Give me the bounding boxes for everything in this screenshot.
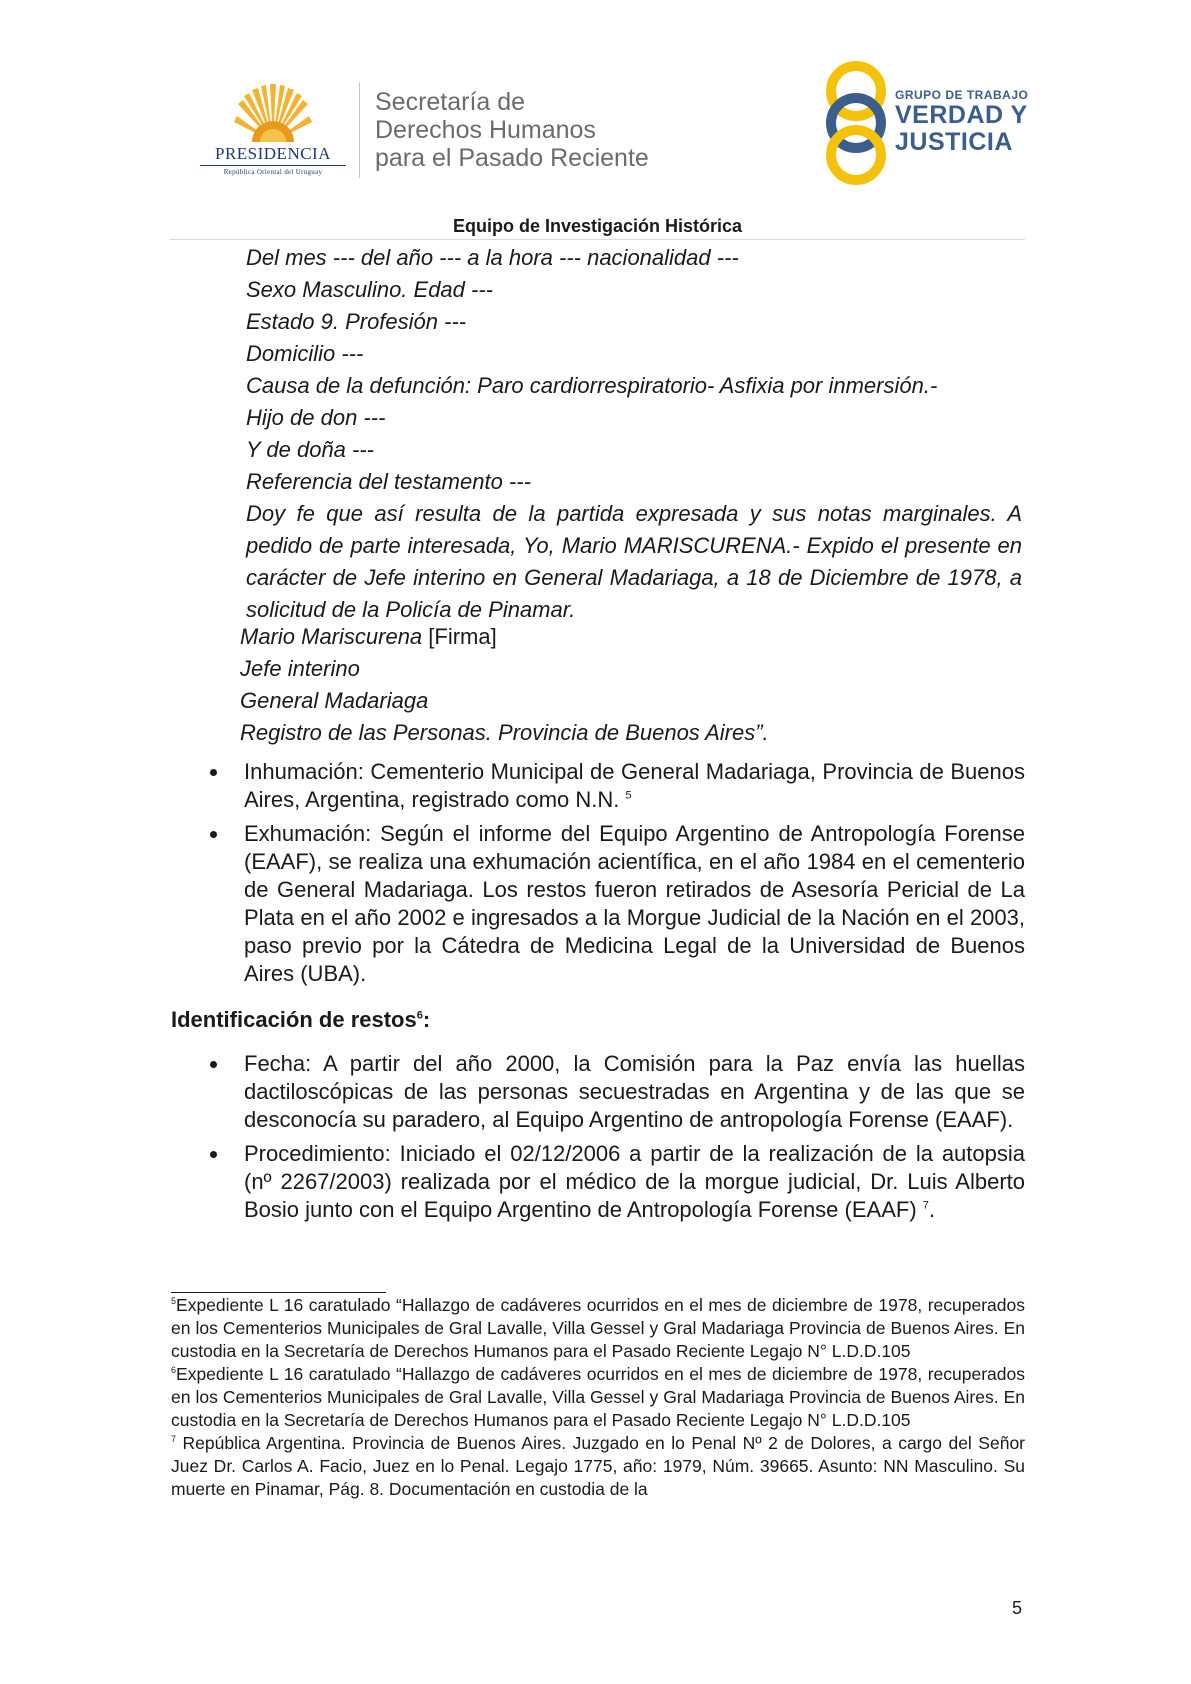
list-item-text: Fecha: A partir del año 2000, la Comisión para la Paz envía las huellas dactiloscópicas de las personas secuestradas en Argentina y de las que se desconocía su paradero, al Equipo Argentino de antropología Forense (EAAF).	[244, 1051, 1025, 1132]
quote-paragraph: Doy fe que así resulta de la partida expresada y sus notas marginales. A pedido de parte interesada, Yo, Mario MARISCURENA.- Expido el presente en carácter de Jefe interino en General Madariaga, a 18 de Diciembre de 1978, a solicitud de la Policía de Pinamar.	[246, 501, 1022, 622]
secretaria-line-2: Derechos Humanos	[375, 116, 596, 144]
footnote-ref[interactable]: 6	[416, 1009, 423, 1022]
verdad-label: VERDAD Y	[895, 101, 1028, 129]
signature-line: General Madariaga	[240, 688, 429, 713]
grupo-trabajo-label: GRUPO DE TRABAJO	[895, 88, 1029, 102]
death-certificate-quote	[246, 242, 1022, 626]
footnote	[171, 1432, 1025, 1501]
quote-line: Y de doña ---	[246, 437, 375, 462]
signature-line	[240, 621, 769, 653]
burial-list	[205, 758, 1025, 994]
team-header: Equipo de Investigación Histórica	[452, 216, 743, 236]
page-number: 5	[1012, 1598, 1023, 1618]
footnote-text: Expediente L 16 caratulado “Hallazgo de cadáveres ocurridos en el mes de diciembre de 1978, recuperados en los Cementerios Municipales de Gral Lavalle, Villa Gessel y Gral Madariaga Provincia de Buenos Aires. En custodia en la Secretaría de Derechos Humanos para el Pasado Reciente Legajo N° L.D.D.105	[171, 1364, 1025, 1430]
header-separator	[359, 82, 360, 178]
footnote	[171, 1294, 1025, 1363]
bullet-icon	[210, 831, 217, 838]
header-rule	[170, 239, 1025, 240]
bullet-icon	[210, 1061, 217, 1068]
verdad-justicia-text	[895, 88, 1028, 156]
identification-list	[205, 1050, 1025, 1230]
secretaria-title	[375, 88, 649, 172]
footnote-text: República Argentina. Provincia de Buenos Aires. Juzgado en lo Penal Nº 2 de Dolores, a cargo del Señor Juez Dr. Carlos A. Facio, Juez en lo Penal. Legajo 1775, año: 1979, Núm. 39665. Asunto: NN Masculino. Su muerte en Pinamar, Pág. 8. Documentación en custodia de la	[171, 1433, 1025, 1499]
list-item	[205, 1050, 1025, 1134]
secretaria-line-3: para el Pasado Reciente	[375, 144, 649, 172]
section-title-text: Identificación de restos	[171, 1007, 417, 1032]
footnote-ref[interactable]: 7	[922, 1199, 929, 1212]
bullet-icon	[210, 769, 217, 776]
section-title	[171, 1007, 430, 1033]
presidencia-name: PRESIDENCIA	[214, 144, 331, 163]
presidencia-rule	[200, 165, 346, 166]
signature-block	[240, 621, 769, 749]
quote-line: Causa de la defunción: Paro cardiorrespiratorio- Asfixia por inmersión.-	[246, 373, 938, 398]
list-item	[205, 820, 1025, 988]
signature-line: Jefe interino	[240, 656, 360, 681]
footnote-number: 7	[171, 1434, 177, 1445]
footnote-number: 6	[171, 1365, 177, 1376]
secretaria-line-1: Secretaría de	[375, 88, 526, 116]
quote-line: Estado 9. Profesión ---	[246, 309, 467, 334]
footnote	[171, 1363, 1025, 1432]
quote-line: Domicilio ---	[246, 341, 364, 366]
signer-name: Mario Mariscurena	[240, 624, 423, 649]
list-item-text: Inhumación: Cementerio Municipal de General Madariaga, Provincia de Buenos Aires, Argentina, registrado como N.N.	[244, 759, 1025, 812]
sun-emblem-icon	[234, 78, 312, 144]
quote-line: Hijo de don ---	[246, 405, 386, 430]
list-item-tail: .	[928, 1197, 936, 1222]
footnotes	[171, 1294, 1025, 1501]
footnote-ref[interactable]: 5	[625, 789, 632, 802]
presidencia-subtitle: República Oriental del Uruguay	[223, 168, 323, 176]
quote-line: Referencia del testamento ---	[246, 469, 531, 494]
section-title-colon: :	[422, 1007, 431, 1032]
presidencia-logo	[192, 78, 354, 178]
quote-line: Del mes --- del año --- a la hora --- nacionalidad ---	[246, 245, 739, 270]
signature-line: Registro de las Personas. Provincia de Buenos Aires”.	[240, 720, 769, 745]
justicia-label: JUSTICIA	[895, 128, 1013, 156]
list-item-text: Exhumación: Según el informe del Equipo Argentino de Antropología Forense (EAAF), se realiza una exhumación acientífica, en el año 1984 en el cementerio de General Madariaga. Los restos fueron retirados de Asesoría Pericial de La Plata en el año 2002 e ingresados a la Morgue Judicial de la Nación en el 2003, paso previo por la Cátedra de Medicina Legal de la Universidad de Buenos Aires (UBA).	[244, 821, 1025, 986]
list-item	[205, 1140, 1025, 1224]
footnote-rule	[171, 1292, 386, 1293]
list-item	[205, 758, 1025, 814]
quote-line: Sexo Masculino. Edad ---	[246, 277, 493, 302]
list-item-text: Procedimiento: Iniciado el 02/12/2006 a partir de la realización de la autopsia (nº 2267/2003) realizada por el médico de la morgue judicial, Dr. Luis Alberto Bosio junto con el Equipo Argentino de Antropología Forense (EAAF)	[244, 1141, 1025, 1222]
bullet-icon	[210, 1151, 217, 1158]
footnote-text: Expediente L 16 caratulado “Hallazgo de cadáveres ocurridos en el mes de diciembre de 1978, recuperados en los Cementerios Municipales de Gral Lavalle, Villa Gessel y Gral Madariaga Provincia de Buenos Aires. En custodia en la Secretaría de Derechos Humanos para el Pasado Reciente Legajo N° L.D.D.105	[171, 1295, 1025, 1361]
footnote-number: 5	[171, 1296, 177, 1307]
firma-note: [Firma]	[422, 624, 497, 649]
